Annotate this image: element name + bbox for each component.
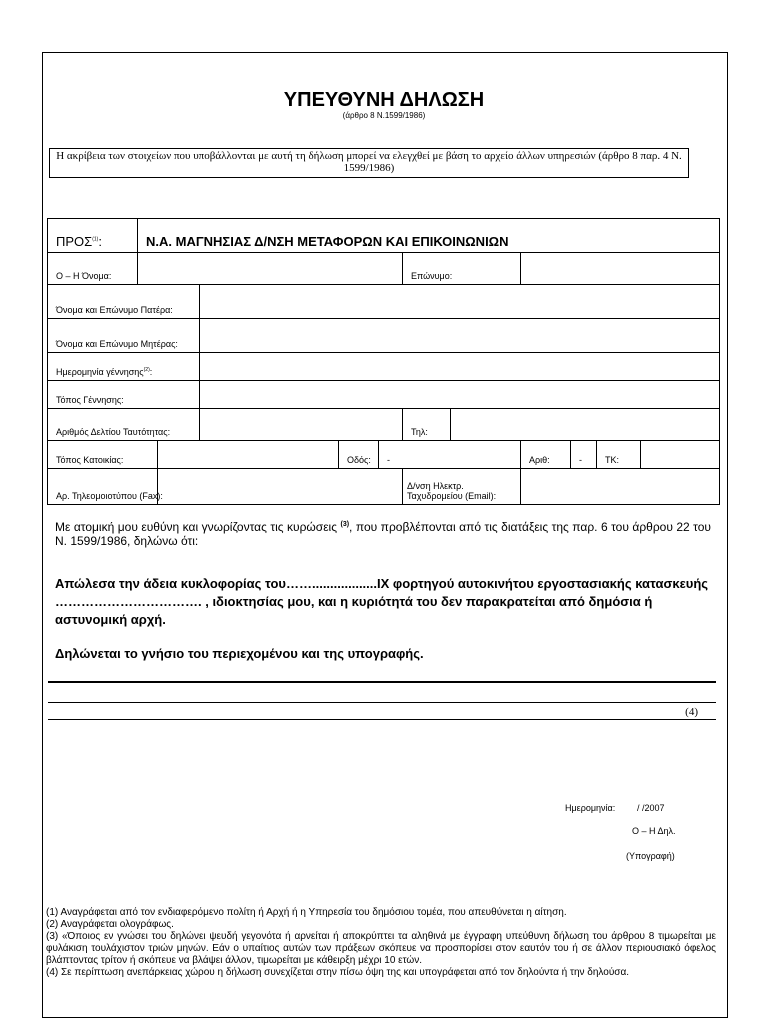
signature-label: (Υπογραφή) — [626, 851, 675, 861]
declarant-form — [47, 218, 720, 505]
number-field[interactable]: - — [571, 441, 597, 469]
father-name-field[interactable] — [200, 285, 720, 319]
fax-field[interactable] — [158, 469, 403, 505]
first-name-label: Ο – Η Όνομα: — [48, 253, 138, 285]
birthdate-label: Ημερομηνία γέννησης$^{(2)}$: — [48, 353, 200, 381]
number-label: Αριθ: — [521, 441, 571, 469]
phone-label: Τηλ: — [403, 409, 451, 441]
footnote: (4) Σε περίπτωση ανεπάρκειας χώρου η δήλωση συνεχίζεται στην πίσω όψη της και υπογράφεται από τον δηλούντα ή την δηλούσα. — [46, 967, 630, 978]
surname-label: Επώνυμο: — [403, 253, 521, 285]
id-number-field[interactable] — [200, 409, 403, 441]
fax-label: Αρ. Τηλεομοιοτύπου (Fax): — [48, 469, 158, 505]
residence-field[interactable] — [158, 441, 339, 469]
footnotes — [46, 907, 716, 979]
accuracy-notice: Η ακρίβεια των στοιχείων που υποβάλλονται με αυτή τη δήλωση μπορεί να ελεγχθεί με βάση το αρχείο άλλων υπηρεσιών (άρθρο 8 παρ. 4 Ν. 1599/1986) — [49, 148, 689, 178]
surname-field[interactable] — [521, 253, 720, 285]
page-title: ΥΠΕΥΘΥΝΗ ΔΗΛΩΣΗ — [283, 89, 485, 111]
residence-label: Τόπος Κατοικίας: — [48, 441, 158, 469]
separator-line — [48, 681, 716, 683]
continuation-note-ref: (4) — [685, 706, 698, 718]
declaration-intro: Με ατομική μου ευθύνη και γνωρίζοντας τις κυρώσεις $^{(3)}$, που προβλέπονται από τις διατάξεις της παρ. 6 του άρθρου 22 του Ν. 1599/1986, δηλώνω ότι: — [55, 520, 711, 548]
date-label: Ημερομηνία: — [565, 803, 616, 813]
recipient-value[interactable]: Ν.Α. ΜΑΓΝΗΣΙΑΣ Δ/ΝΣΗ ΜΕΤΑΦΟΡΩΝ ΚΑΙ ΕΠΙΚΟΙΝΩΝΙΩΝ — [138, 219, 720, 253]
birthplace-field[interactable] — [200, 381, 720, 409]
separator-line — [48, 719, 716, 720]
date-value[interactable]: / /2007 — [637, 803, 665, 813]
street-field[interactable]: - — [379, 441, 521, 469]
birthdate-field[interactable] — [200, 353, 720, 381]
postcode-label: ΤΚ: — [597, 441, 641, 469]
footnote: (1) Αναγράφεται από τον ενδιαφερόμενο πολίτη ή Αρχή ή η Υπηρεσία του δημόσιου τομέα, που απευθύνεται η αίτηση. — [46, 907, 567, 918]
mother-name-field[interactable] — [200, 319, 720, 353]
email-label: Δ/νση Ηλεκτρ. Ταχυδρομείου (Email): — [403, 469, 521, 505]
footnote: (3) «Όποιος εν γνώσει του δηλώνει ψευδή γεγονότα ή αρνείται ή αποκρύπτει τα αληθινά με έγγραφη υπεύθυνη δήλωση του άρθρου 8 τιμωρείται με φυλάκιση τουλάχιστον τριών μηνών. Εάν ο υπαίτιος αυτών των πράξεων σκόπευε να προσπορίσει στον εαυτόν του ή σε άλλον περιουσιακό όφελος βλάπτοντας τρίτον ή σκόπευε να βλάψει άλλον, τιμωρείται με κάθειρξη μέχρι 10 ετών. — [46, 931, 716, 966]
email-field[interactable] — [521, 469, 720, 505]
signer-label: Ο – Η Δηλ. — [632, 826, 676, 836]
mother-name-label: Όνομα και Επώνυμο Μητέρας: — [48, 319, 200, 353]
phone-field[interactable] — [451, 409, 720, 441]
postcode-field[interactable] — [641, 441, 720, 469]
footnote: (2) Αναγράφεται ολογράφως. — [46, 919, 174, 930]
street-label: Οδός: — [339, 441, 379, 469]
id-number-label: Αριθμός Δελτίου Ταυτότητας: — [48, 409, 200, 441]
declaration-statement: Απώλεσα την άδεια κυκλοφορίας του……..................ΙΧ φορτηγού αυτοκινήτου εργοστασιακής κατασκευής ……………………………. , ιδιοκτησίας μου, και η κυριότητά του δεν παρακρατείται από δημόσια ή αστυνομική αρχή. — [55, 576, 709, 627]
first-name-field[interactable] — [138, 253, 403, 285]
authenticity-statement: Δηλώνεται το γνήσιο του περιεχομένου και της υπογραφής. — [55, 646, 424, 661]
recipient-label: ΠΡΟΣ$^{(1)}$: — [48, 219, 138, 253]
birthplace-label: Τόπος Γέννησης: — [48, 381, 200, 409]
separator-line — [48, 702, 716, 703]
page-subtitle: (άρθρο 8 Ν.1599/1986) — [342, 111, 426, 120]
father-name-label: Όνομα και Επώνυμο Πατέρα: — [48, 285, 200, 319]
